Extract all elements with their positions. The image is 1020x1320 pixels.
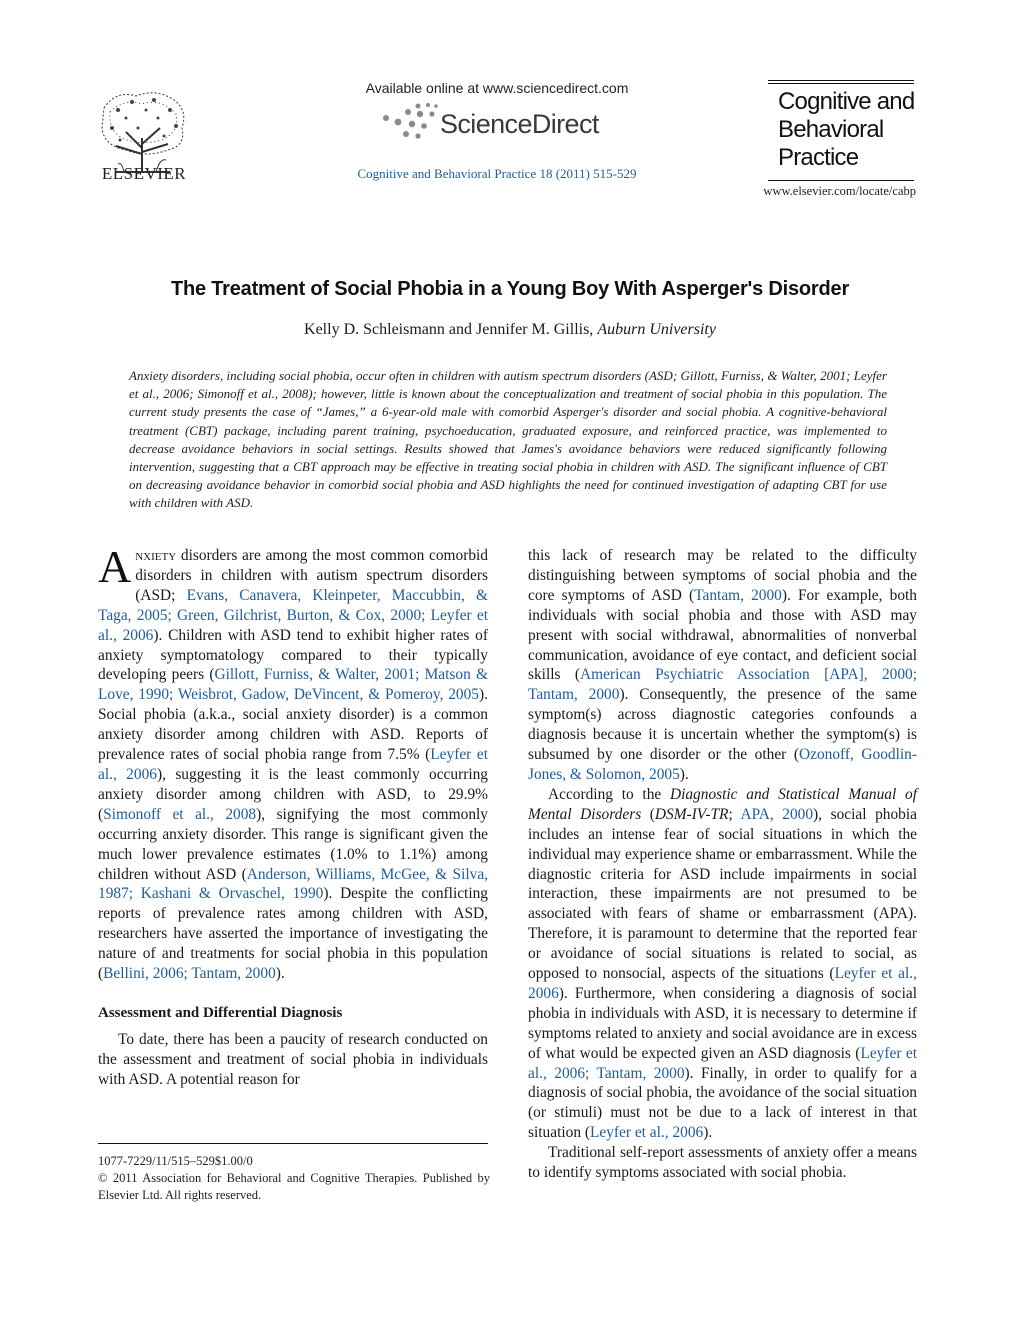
italic-run: Diagnostic and Statistical Manual of Mental Disorders: [528, 785, 917, 823]
author-line: [60, 321, 960, 339]
lead-in-smallcaps: nxiety: [135, 547, 177, 564]
citation-link[interactable]: Leyfer et al., 2006: [528, 965, 917, 1002]
text-run: this lack of research may be related to the difficulty distinguishing between symptoms of social phobia and the core symptoms of ASD (: [528, 547, 917, 604]
citation-link[interactable]: Gillott, Furniss, & Walter, 2001; Matson & Love, 1990; Weisbrot, Gadow, DeVincent, & Pomeroy, 2005: [98, 666, 488, 704]
journal-url[interactable]: www.elsevier.com/locate/cabp: [763, 184, 916, 198]
journal-title-line-1: Cognitive and: [778, 88, 915, 115]
text-run: ;: [728, 805, 741, 823]
available-online-text[interactable]: Available online at www.sciencedirect.com: [365, 80, 629, 96]
abstract: Anxiety disorders, including social phobia, occur often in children with autism spectrum disorders (ASD; Gillott, Furniss, & Walter, 2001; Leyfer et al., 2006; Simonoff et al., 2008); however, little is known about the conceptualization and treatment of social phobia in this population. The current study presents the case of “James,” a 6-year-old male with comorbid Asperger's disorder and social phobia. A cognitive-behavioral treatment (CBT) package, including parent training, psychoeducation, graduated exposure, and reinforced practice, was implemented to decrease avoidance behaviors in social settings. Results showed that James's avoidance behaviors were reduced significantly following intervention, suggesting that a CBT approach may be effective in treating social phobia in children with ASD. The significant influence of CBT on decreasing avoidance behavior in comorbid social phobia and ASD highlights the need for continued investigation of adapting CBT for use with children with ASD.: [129, 368, 887, 511]
right-column: [528, 546, 917, 1183]
italic-run: DSM-IV-TR: [654, 805, 729, 823]
citation-link[interactable]: Leyfer et al., 2006: [589, 1124, 704, 1142]
affiliation: Auburn University: [597, 321, 716, 338]
citation-link[interactable]: American Psychiatric Association [APA], 2000; Tantam, 2000: [528, 666, 917, 704]
article-title: The Treatment of Social Phobia in a Young Boy With Asperger's Disorder: [170, 278, 850, 300]
text-run: ).: [679, 765, 689, 783]
citation-link[interactable]: Leyfer et al., 2006; Tantam, 2000: [528, 1044, 918, 1082]
copyright-line: © 2011 Association for Behavioral and Cognitive Therapies. Published by Elsevier Ltd. All rights reserved.: [98, 1171, 490, 1202]
text-run: ). Finally, in order to qualify for a diagnosis of social phobia, the avoidance of the social situation (or stimuli) must not be due to a lack of interest in that situation (: [528, 1064, 917, 1142]
footnote-divider: [98, 1143, 488, 1144]
citation-link[interactable]: Evans, Canavera, Kleinpeter, Maccubbin, & Taga, 2005; Green, Gilchrist, Burton, & Cox, 2000; Leyfer et al., 2006: [98, 586, 488, 644]
citation-link[interactable]: Ozonoff, Goodlin-Jones, & Solomon, 2005: [528, 746, 917, 783]
text-run: ), signifying the most commonly occurring anxiety disorder. This range is significant given the much lower prevalence estimates (1.0% to 1.1%) among children without ASD (: [98, 805, 488, 883]
journal-title-line-3: Practice: [778, 144, 859, 171]
text-run: ). Furthermore, when considering a diagnosis of social phobia in individuals with ASD, it is necessary to determine if symptoms related to anxiety and social avoidance are in excess of what would be expected given an ASD diagnosis (: [528, 984, 917, 1062]
journal-title-line-2: Behavioral: [778, 116, 884, 143]
text-run: ). Despite the conflicting reports of prevalence rates among children with ASD, researchers have asserted the importance of investigating the nature of and treatments for social phobia in this population (: [98, 885, 488, 983]
text-run: disorders are among the most common comorbid disorders in children with autism spectrum disorders (ASD;: [135, 547, 488, 604]
citation-link[interactable]: Leyfer et al., 2006: [98, 746, 488, 783]
text-run: ).: [703, 1124, 713, 1142]
body-paragraph: [528, 546, 917, 785]
publisher-name: ELSEVIER: [101, 164, 187, 183]
citation-link[interactable]: Simonoff et al., 2008: [103, 805, 257, 823]
citation-link[interactable]: Bellini, 2006; Tantam, 2000: [103, 965, 276, 983]
footnote: [98, 1153, 490, 1204]
text-run: ). For example, both individuals with social phobia and those with ASD may present with social withdrawal, abnormalities of nonverbal communication, avoidance of eye contact, and deficient social skills (: [528, 586, 917, 684]
text-run: According to the: [548, 785, 670, 803]
citation-link[interactable]: Tantam, 2000: [694, 586, 782, 604]
drop-cap: A: [98, 541, 132, 592]
left-column: [98, 541, 489, 1090]
text-run: ), suggesting it is the least commonly occurring anxiety disorder among children with ASD, to 29.9% (: [98, 765, 489, 823]
authors: Kelly D. Schleismann and Jennifer M. Gillis,: [304, 321, 594, 338]
text-run: ), social phobia includes an intense fear of social situations in which the individual may experience shame or embarrassment. While the diagnostic criteria for ASD include impairments in social interaction, these impairments are not presumed to be associated with fears of shame or embarrassment (APA). Therefore, it is paramount to determine that the reported fear or avoidance of social situations is related to social, as opposed to nonsocial, aspects of the situations (: [528, 805, 917, 983]
section-heading: Assessment and Differential Diagnosis: [98, 1004, 343, 1021]
body-paragraph: [528, 785, 917, 1143]
sciencedirect-wordmark[interactable]: ScienceDirect: [440, 109, 599, 139]
text-run: ). Social phobia (a.k.a., social anxiety disorder) is a common anxiety disorder among children with ASD. Reports of prevalence rates of social phobia range from 7.5% (: [98, 686, 488, 764]
body-paragraph: To date, there has been a paucity of research conducted on the assessment and treatment of social phobia in individuals with ASD. A potential reason for: [98, 1030, 488, 1088]
issn-line: 1077-7229/11/515–529$1.00/0: [98, 1154, 253, 1168]
body-paragraph: Traditional self-report assessments of anxiety offer a means to identify symptoms associated with social phobia.: [528, 1144, 917, 1182]
journal-citation[interactable]: Cognitive and Behavioral Practice 18 (2011) 515-529: [357, 166, 637, 181]
text-run: (: [641, 805, 655, 823]
citation-link[interactable]: Anderson, Williams, McGee, & Silva, 1987; Kashani & Orvaschel, 1990: [98, 865, 489, 903]
citation-link[interactable]: APA, 2000: [740, 805, 814, 823]
text-run: ).: [275, 965, 285, 983]
text-run: ). Consequently, the presence of the same symptom(s) across diagnostic categories confounds a diagnosis because it is uncertain whether the symptom(s) is subsumed by one disorder or the other (: [528, 686, 917, 764]
intro-paragraph: [98, 541, 489, 984]
text-run: ). Children with ASD tend to exhibit higher rates of anxiety symptomatology compared to their typically developing peers (: [98, 626, 488, 684]
